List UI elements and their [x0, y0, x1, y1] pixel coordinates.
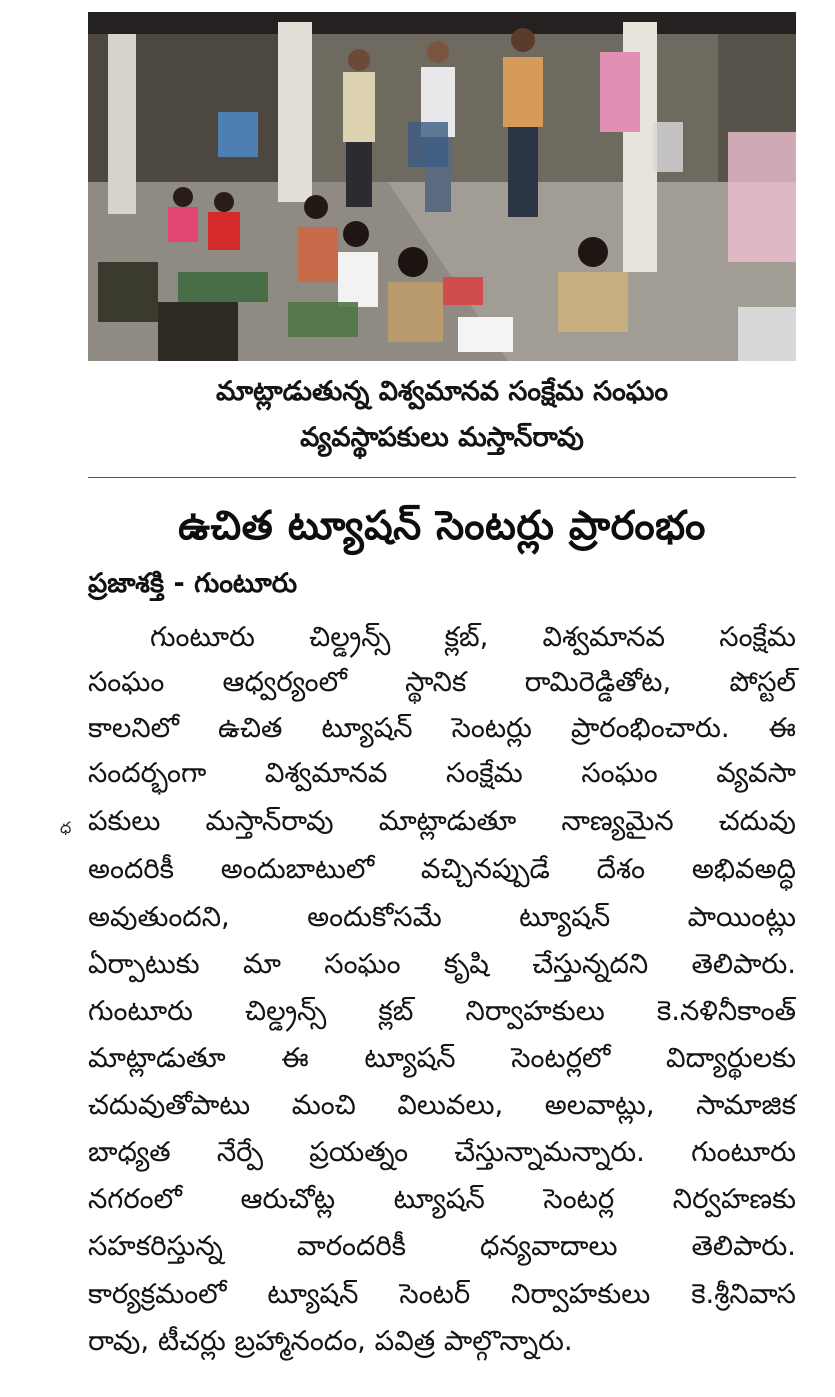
- body-line-2: సంఘం ఆధ్వర్యంలో స్థానిక రామిరెడ్డితోట, పోస్టల్: [88, 666, 796, 698]
- margin-mark: ధ: [60, 818, 72, 837]
- article-headline: ఉచిత ట్యూషన్ సెంటర్లు ప్రారంభం: [178, 503, 706, 549]
- body-line-8: ఏర్పాటుకు మా సంఘం కృషి చేస్తున్నదని తెలిపారు.: [88, 948, 796, 980]
- article-photo: [88, 12, 796, 361]
- body-line-16: రావు, టీచర్లు బ్రహ్మానందం, పవిత్ర పాల్గొన్నారు.: [88, 1325, 573, 1357]
- caption-divider: [88, 477, 796, 478]
- article-dateline: ప్రజాశక్తి - గుంటూరు: [88, 568, 298, 599]
- body-line-4: సందర్భంగా విశ్వమానవ సంక్షేమ సంఘం వ్యవసా: [88, 757, 796, 789]
- body-line-5: పకులు మస్తాన్‌రావు మాట్లాడుతూ నాణ్యమైన చదువు: [88, 805, 796, 837]
- body-line-15: కార్యక్రమంలో ట్యూషన్ సెంటర్ నిర్వాహకులు కె.శ్రీనివాస: [88, 1278, 796, 1310]
- body-line-10: మాట్లాడుతూ ఈ ట్యూషన్ సెంటర్లలో విద్యార్థులకు: [88, 1042, 796, 1074]
- body-line-13: నగరంలో ఆరుచోట్ల ట్యూషన్ సెంటర్ల నిర్వహణకు: [88, 1183, 796, 1215]
- body-line-7: అవుతుందని, అందుకోసమే ట్యూషన్ పాయింట్లు: [88, 901, 796, 933]
- photo-caption-line-2: వ్యవస్థాపకులు మస్తాన్‌రావు: [300, 422, 584, 453]
- body-line-12: బాధ్యత నేర్పే ప్రయత్నం చేస్తున్నామన్నారు. గుంటూరు: [88, 1136, 796, 1168]
- photo-caption-line-1: మాట్లాడుతున్న విశ్వమానవ సంక్షేమ సంఘం: [215, 376, 669, 407]
- body-line-9: గుంటూరు చిల్డ్రన్స్ క్లబ్ నిర్వాహకులు కె.నళినీకాంత్: [88, 995, 796, 1027]
- body-line-14: సహకరిస్తున్న వారందరికీ ధన్యవాదాలు తెలిపారు.: [88, 1230, 796, 1262]
- body-line-6: అందరికీ అందుబాటులో వచ్చినప్పుడే దేశం అభివఅద్ధి: [88, 853, 796, 885]
- body-line-3: కాలనిలో ఉచిత ట్యూషన్ సెంటర్లు ప్రారంభించారు. ఈ: [88, 712, 796, 744]
- body-line-11: చదువుతోపాటు మంచి విలువలు, అలవాట్లు, సామాజిక: [88, 1089, 796, 1121]
- body-line-1: గుంటూరు చిల్డ్రన్స్ క్లబ్, విశ్వమానవ సంక్షేమ: [150, 621, 796, 653]
- tuition-center-photo-illustration: [88, 12, 796, 361]
